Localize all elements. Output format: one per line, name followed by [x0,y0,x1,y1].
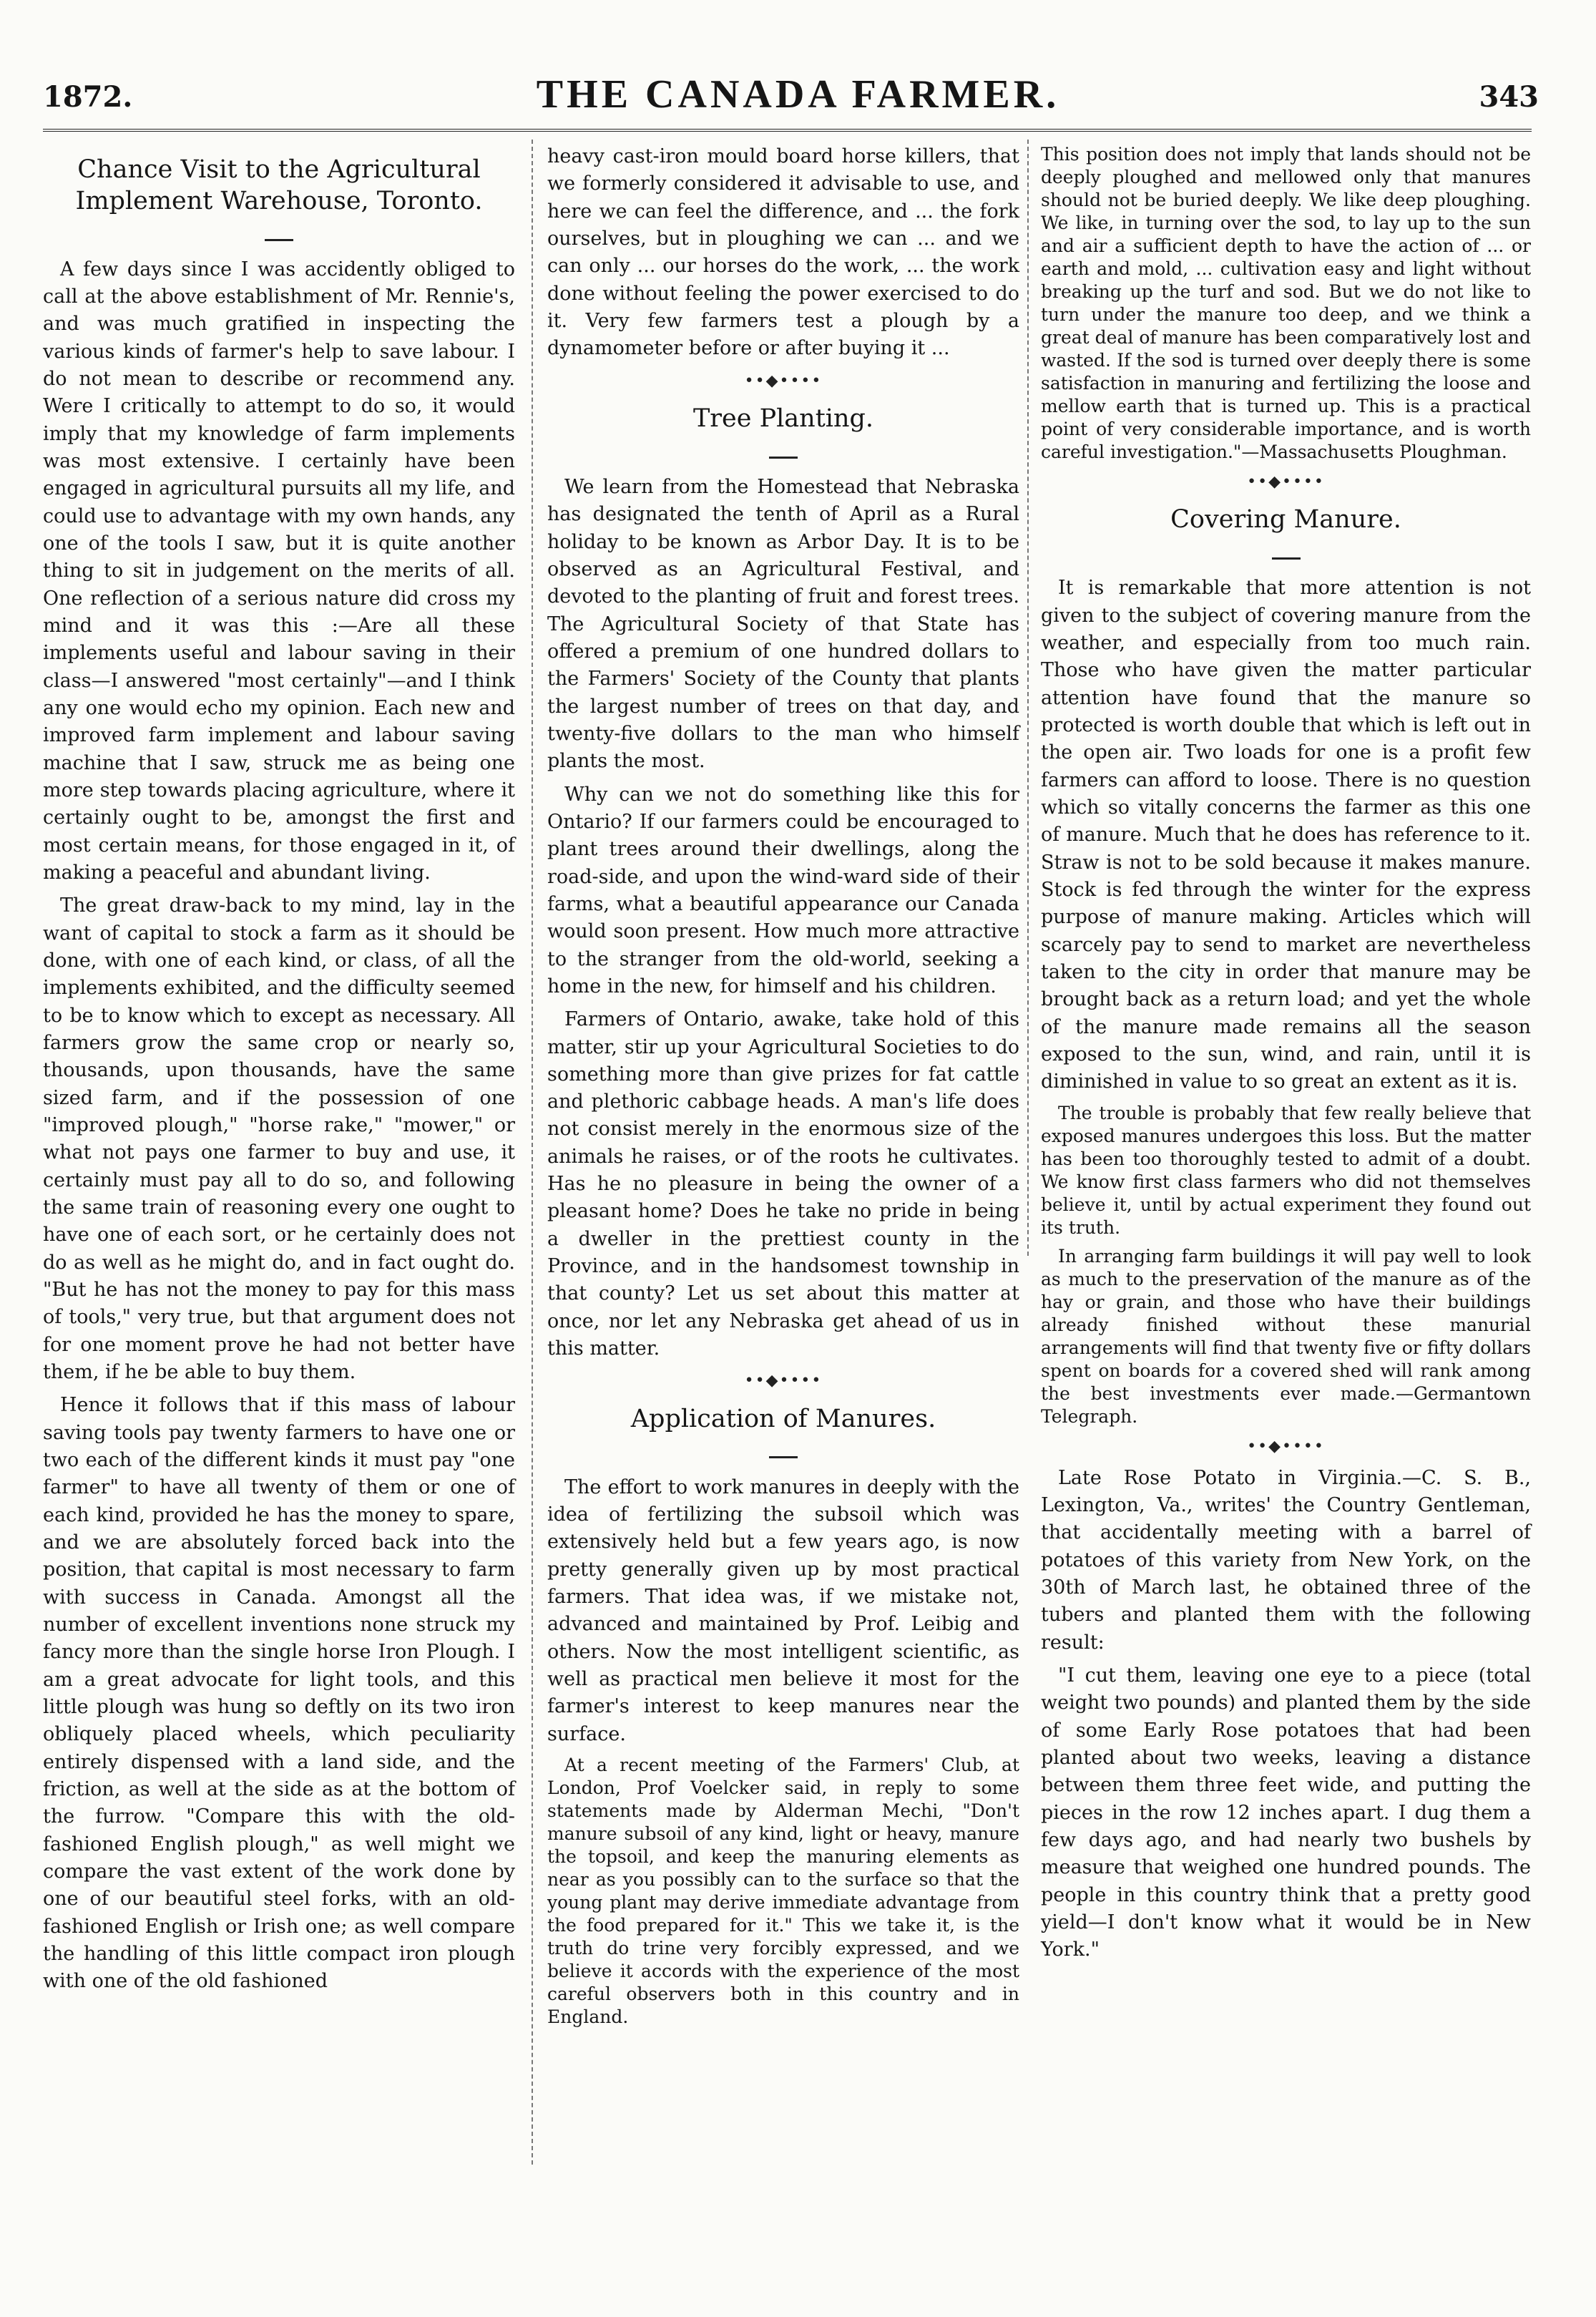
column-divider-2 [1027,140,1029,1256]
paragraph: A few days since I was accidently obliged to call at the above establishment of Mr. Rennie's, and was much gratified in inspecting the various kinds of farmer's help to save labour. I do not mean to describe or recommend any. Were I critically to attempt to do so, it would imply that my knowledge of farm implements was most extensive. I certainly have been engaged in agricultural pursuits all my life, and could use to advantage with my own hands, any one of the tools I saw, but it is quite another thing to sit in judgement on the merits of all. One reflection of a serious nature did cross my mind and it was this :—Are all these implements useful and labour saving in their class—I answered "most certainly"—and I think any one would echo my opinion. Each new and improved farm implement and labour saving machine that I saw, struck me as being one more step towards placing agriculture, where it certainly ought to be, amongst the first and most certain means, for those engaged in it, of making a peaceful and abundant living. [43,258,515,884]
header-year: 1872. [43,80,133,114]
column-3 [1041,143,1531,1970]
paragraph: It is remarkable that more attention is not given to the subject of covering manure from the weather, and especially from too much rain. Those who have given the matter particular attention have found that the manure so protected is worth double that which is left out in the open air. Two loads for one is a profit few farmers can afford to loose. There is no question which so vitally concerns the farmer as this one of manure. Much that he does has reference to it. Straw is not to be sold because it makes manure. Stock is fed through the winter for the express purpose of manure making. Articles which will scarcely pay to send to market are nevertheless taken to the city in order that manure may be brought back as a return load; and yet the whole of the manure made remains all the season exposed to the sun, wind, and rain, until it is diminished in value to so great an extent as it is. [1041,577,1531,1093]
page-number: 343 [1479,80,1539,114]
column-1 [43,143,515,2001]
ornament-divider: ••◆•••• [744,371,823,390]
column-divider-1 [532,140,533,2165]
ornament-divider: ••◆•••• [1247,473,1325,491]
paragraph-continued: This position does not imply that lands should not be deeply ploughed and mellowed only that manures should not be buried deeply. We like deep ploughing. We like, in turning over the sod, to lay up to the sun and air a sufficient depth to have the action of ... or earth and mold, ... cultivation easy and light without breaking up the turf and sod. But we do not like to turn under the manure too deep, and we think a great deal of manure has been comparatively lost and wasted. If the sod is turned over deeply there is some satisfaction in manuring and fertilizing the loose and mellow earth that is turned up. This is a practical point of very considerable importance, and is worth careful investigation."—Massachusetts Ploughman. [1041,144,1531,462]
ornament-divider: ••◆•••• [744,1372,823,1390]
paragraph-continued: heavy cast-iron mould board horse killers, that we formerly considered it advisable to use, and here we can feel the difference, and ... the fork ourselves, but in ploughing we can ... and we can only ... our horses do the work, ... the work done without feeling the power exercised to do it. Very few farmers test a plough by a dynamometer before or after buying it ... [547,145,1019,360]
paragraph: The effort to work manures in deeply with the idea of fertilizing the subsoil which was extensively held but a few years ago, is now pretty generally given up by most practical farmers. That idea was, if we mistake not, advanced and maintained by Prof. Leibig and others. Now the most intelligent scientific, as well as practical men believe it most for the farmer's interest to keep manures near the surface. [547,1475,1019,1745]
page-header [0,0,1596,136]
paragraph: The great draw-back to my mind, lay in the want of capital to stock a farm as it should be done, with one of each kind, or class, of all the implements exhibited, and the difficulty seemed to be to know which to except as necessary. All farmers grow the same crop or nearly so, thousands, upon thousands, have the same sized farm, and if the possession of one "improved plough," "horse rake," "mower," or what not pays one farmer to buy and use, it certainly must pay all to do so, and following the same train of reasoning every one ought to have one of each sort, or he certainly does not do as well as he might do, and in fact ought do. "But he has not the money to pay for this mass of tools," very true, but that argument does not for one moment prove he had not better have them, if he be able to buy them. [43,894,515,1383]
title-dash [547,439,1019,467]
ornament-divider: ••◆•••• [1247,1437,1325,1455]
paragraph: "I cut them, leaving one eye to a piece (total weight two pounds) and planted them by the side of some Early Rose potatoes that had been planted about two weeks, leaving a distance between them three feet wide, and putting the pieces in the row 12 inches apart. I dug them a few days ago, and had nearly two bushels by measure that weighed one hundred pounds. The people in this country think that a pretty good yield—I don't know what it would be in New York." [1041,1664,1531,1961]
paragraph: The trouble is probably that few really believe that exposed manures undergoes this loss. But the matter has been too thoroughly tested to admit of a doubt. We know first class farmers who did not themselves believe it, until by actual experiment they found out its truth. [1041,1102,1531,1238]
paragraph: At a recent meeting of the Farmers' Club, at London, Prof Voelcker said, in reply to some statements made by Alderman Mechi, "Don't manure subsoil of any kind, light or heavy, manure the topsoil, and keep the manuring elements as near as you possibly can to the surface so that the young plant may derive immediate advantage from the food prepared for it." This we take it, is the truth do trine very forcibly expressed, and we believe it accords with the experience of the most careful observers both in this country and in England. [547,1755,1019,2028]
article-title-implement-warehouse: Chance Visit to the Agricultural Implement Warehouse, Toronto. [75,155,483,215]
article-title-tree-planting: Tree Planting. [692,404,874,433]
column-2 [547,143,1019,2034]
newspaper-title: THE CANADA FARMER. [536,72,1060,117]
title-dash [547,1439,1019,1466]
title-dash [43,222,515,249]
article-title-application-of-manures: Application of Manures. [630,1404,936,1433]
paragraph: Why can we not do something like this for Ontario? If our farmers could be encouraged to plant trees around their dwellings, along the road-side, and upon the wind-ward side of their farms, what a beautiful appearance our Canada would soon present. How much more attractive to the stranger from the old-world, seeking a home in the new, for himself and his children. [547,783,1019,997]
article-title-covering-manure: Covering Manure. [1170,505,1401,535]
paragraph: Farmers of Ontario, awake, take hold of this matter, stir up your Agricultural Societies to do something more than give prizes for fat cattle and plethoric cabbage heads. A man's life does not consist merely in the enormous size of the animals he raises, or of the roots he cultivates. Has he no pleasure in being the owner of a pleasant home? Does he take no pride in being a dweller in the prettiest county in the Province, and in the handsomest township in that county? Let us set about this matter at once, nor let any Nebraska get ahead of us in this matter. [547,1008,1019,1360]
paragraph: In arranging farm buildings it will pay well to look as much to the preservation of the manure as of the hay or grain, and those who have their buildings already finished without these manurial arrangements will find that twenty five or fifty dollars spent on boards for a covered shed will rank among the best investments ever made.—Germantown Telegraph. [1041,1245,1531,1427]
paragraph-late-rose-potato: Late Rose Potato in Virginia.—C. S. B., Lexington, Va., writes' the Country Gentleman, that accidentally meeting with a barrel of potatoes of this variety from New York, on the 30th of March last, he obtained three of the tubers and planted them with the following result: [1041,1466,1531,1654]
paragraph: We learn from the Homestead that Nebraska has designated the tenth of April as a Rural holiday to be known as Arbor Day. It is to be observed as an Agricultural Festival, and devoted to the planting of fruit and forest trees. The Agricultural Society of that State has offered a premium of one hundred dollars to the Farmers' Society of the County that plants the largest number of trees on that day, and twenty-five dollars to the man who himself plants the most. [547,475,1019,773]
paragraph: Hence it follows that if this mass of labour saving tools pay twenty farmers to have one or two each of the different kinds it must pay "one farmer" to have all twenty of them or one of each kind, provided he has the money to spare, and we are absolutely forced back into the position, that capital is most necessary to farm with success in Canada. Amongst all the number of excellent inventions none struck my fancy more than the single horse Iron Plough. I am a great advocate for light tools, and this little plough was hung so deftly on its two iron obliquely placed wheels, which peculiarity entirely dispensed with a land side, and the friction, as well at the side as at the bottom of the furrow. "Compare this with the old-fashioned English plough," as well might we compare the vast extent of the work done by one of our beautiful steel forks, with an old-fashioned English or Irish one; as well compare the handling of this little compact iron plough with one of the old fashioned [43,1394,515,1993]
header-rule [43,129,1532,135]
title-dash [1041,540,1531,567]
